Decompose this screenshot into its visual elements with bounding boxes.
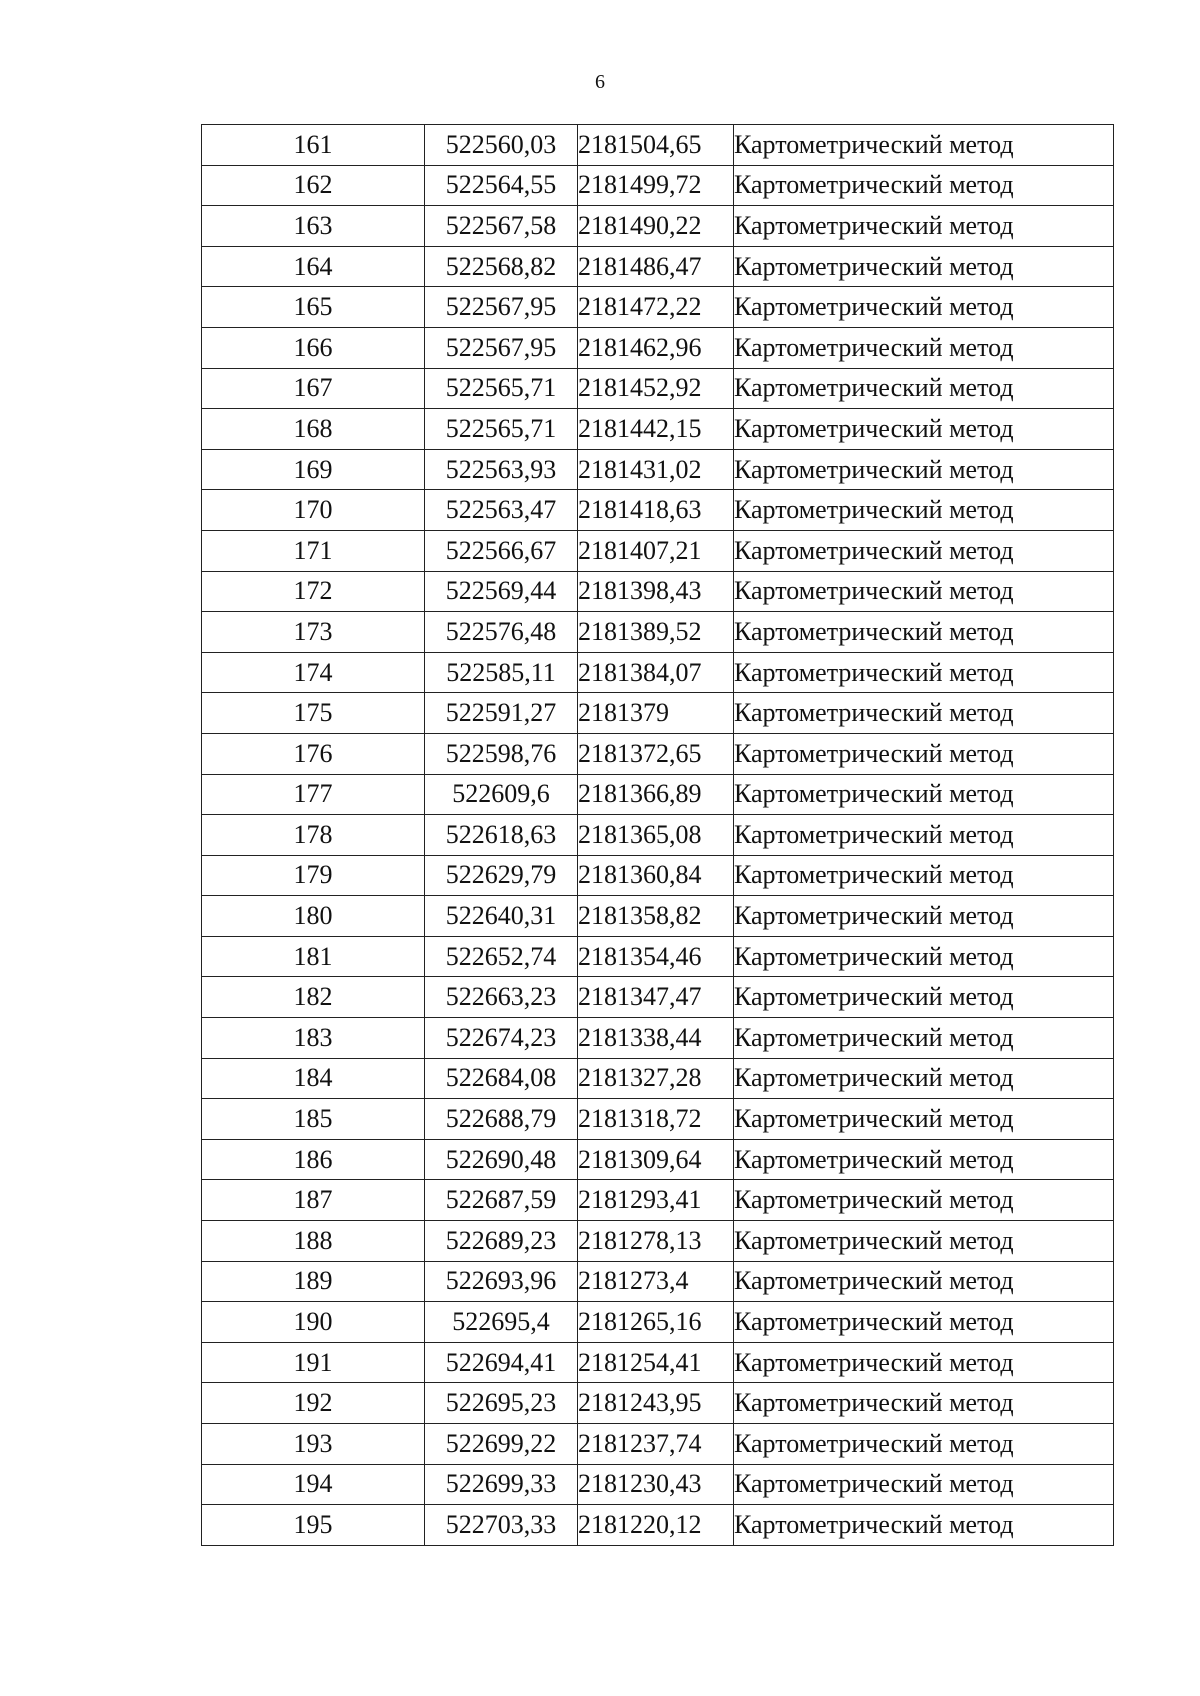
method-cell: Картометрический метод bbox=[734, 449, 1114, 490]
x-coordinate-cell: 522690,48 bbox=[425, 1139, 578, 1180]
method-cell: Картометрический метод bbox=[734, 612, 1114, 653]
point-number-cell: 178 bbox=[202, 815, 425, 856]
y-coordinate-cell: 2181293,41 bbox=[578, 1180, 734, 1221]
y-coordinate-cell: 2181442,15 bbox=[578, 409, 734, 450]
point-number-cell: 164 bbox=[202, 246, 425, 287]
y-coordinate-cell: 2181237,74 bbox=[578, 1424, 734, 1465]
method-cell: Картометрический метод bbox=[734, 1018, 1114, 1059]
y-coordinate-cell: 2181462,96 bbox=[578, 327, 734, 368]
table-row bbox=[202, 327, 1114, 368]
x-coordinate-cell: 522564,55 bbox=[425, 165, 578, 206]
y-coordinate-cell: 2181347,47 bbox=[578, 977, 734, 1018]
x-coordinate-cell: 522591,27 bbox=[425, 693, 578, 734]
method-cell: Картометрический метод bbox=[734, 1505, 1114, 1546]
y-coordinate-cell: 2181486,47 bbox=[578, 246, 734, 287]
y-coordinate-cell: 2181504,65 bbox=[578, 125, 734, 166]
table-row bbox=[202, 1099, 1114, 1140]
x-coordinate-cell: 522609,6 bbox=[425, 774, 578, 815]
table-row bbox=[202, 815, 1114, 856]
table-row bbox=[202, 1424, 1114, 1465]
method-cell: Картометрический метод bbox=[734, 1342, 1114, 1383]
method-cell: Картометрический метод bbox=[734, 1099, 1114, 1140]
y-coordinate-cell: 2181338,44 bbox=[578, 1018, 734, 1059]
point-number-cell: 169 bbox=[202, 449, 425, 490]
method-cell: Картометрический метод bbox=[734, 246, 1114, 287]
y-coordinate-cell: 2181354,46 bbox=[578, 936, 734, 977]
point-number-cell: 191 bbox=[202, 1342, 425, 1383]
table-row bbox=[202, 1018, 1114, 1059]
table-row bbox=[202, 246, 1114, 287]
table-row bbox=[202, 977, 1114, 1018]
table-row bbox=[202, 774, 1114, 815]
point-number-cell: 175 bbox=[202, 693, 425, 734]
table-row bbox=[202, 1302, 1114, 1343]
table-row bbox=[202, 1261, 1114, 1302]
coordinates-table bbox=[201, 124, 1114, 1546]
x-coordinate-cell: 522566,67 bbox=[425, 530, 578, 571]
x-coordinate-cell: 522695,4 bbox=[425, 1302, 578, 1343]
point-number-cell: 184 bbox=[202, 1058, 425, 1099]
y-coordinate-cell: 2181452,92 bbox=[578, 368, 734, 409]
point-number-cell: 165 bbox=[202, 287, 425, 328]
point-number-cell: 168 bbox=[202, 409, 425, 450]
method-cell: Картометрический метод bbox=[734, 1302, 1114, 1343]
method-cell: Картометрический метод bbox=[734, 733, 1114, 774]
point-number-cell: 177 bbox=[202, 774, 425, 815]
page-number: 6 bbox=[595, 71, 605, 93]
method-cell: Картометрический метод bbox=[734, 1139, 1114, 1180]
y-coordinate-cell: 2181243,95 bbox=[578, 1383, 734, 1424]
y-coordinate-cell: 2181418,63 bbox=[578, 490, 734, 531]
method-cell: Картометрический метод bbox=[734, 206, 1114, 247]
x-coordinate-cell: 522565,71 bbox=[425, 368, 578, 409]
point-number-cell: 176 bbox=[202, 733, 425, 774]
table-row bbox=[202, 1221, 1114, 1262]
table-row bbox=[202, 896, 1114, 937]
x-coordinate-cell: 522688,79 bbox=[425, 1099, 578, 1140]
x-coordinate-cell: 522567,95 bbox=[425, 327, 578, 368]
method-cell: Картометрический метод bbox=[734, 1058, 1114, 1099]
table-row bbox=[202, 206, 1114, 247]
y-coordinate-cell: 2181431,02 bbox=[578, 449, 734, 490]
table-row bbox=[202, 125, 1114, 166]
table-row bbox=[202, 1180, 1114, 1221]
x-coordinate-cell: 522585,11 bbox=[425, 652, 578, 693]
x-coordinate-cell: 522687,59 bbox=[425, 1180, 578, 1221]
y-coordinate-cell: 2181278,13 bbox=[578, 1221, 734, 1262]
x-coordinate-cell: 522563,47 bbox=[425, 490, 578, 531]
table-row bbox=[202, 490, 1114, 531]
point-number-cell: 180 bbox=[202, 896, 425, 937]
table-row bbox=[202, 1342, 1114, 1383]
point-number-cell: 194 bbox=[202, 1464, 425, 1505]
y-coordinate-cell: 2181360,84 bbox=[578, 855, 734, 896]
point-number-cell: 190 bbox=[202, 1302, 425, 1343]
y-coordinate-cell: 2181220,12 bbox=[578, 1505, 734, 1546]
point-number-cell: 163 bbox=[202, 206, 425, 247]
y-coordinate-cell: 2181254,41 bbox=[578, 1342, 734, 1383]
y-coordinate-cell: 2181499,72 bbox=[578, 165, 734, 206]
x-coordinate-cell: 522674,23 bbox=[425, 1018, 578, 1059]
table-row bbox=[202, 368, 1114, 409]
table-row bbox=[202, 1058, 1114, 1099]
point-number-cell: 172 bbox=[202, 571, 425, 612]
point-number-cell: 195 bbox=[202, 1505, 425, 1546]
y-coordinate-cell: 2181407,21 bbox=[578, 530, 734, 571]
y-coordinate-cell: 2181273,4 bbox=[578, 1261, 734, 1302]
y-coordinate-cell: 2181490,22 bbox=[578, 206, 734, 247]
method-cell: Картометрический метод bbox=[734, 652, 1114, 693]
y-coordinate-cell: 2181358,82 bbox=[578, 896, 734, 937]
table-row bbox=[202, 409, 1114, 450]
method-cell: Картометрический метод bbox=[734, 855, 1114, 896]
y-coordinate-cell: 2181265,16 bbox=[578, 1302, 734, 1343]
y-coordinate-cell: 2181384,07 bbox=[578, 652, 734, 693]
y-coordinate-cell: 2181472,22 bbox=[578, 287, 734, 328]
x-coordinate-cell: 522629,79 bbox=[425, 855, 578, 896]
method-cell: Картометрический метод bbox=[734, 1180, 1114, 1221]
x-coordinate-cell: 522565,71 bbox=[425, 409, 578, 450]
method-cell: Картометрический метод bbox=[734, 1383, 1114, 1424]
point-number-cell: 179 bbox=[202, 855, 425, 896]
x-coordinate-cell: 522563,93 bbox=[425, 449, 578, 490]
table-row bbox=[202, 165, 1114, 206]
point-number-cell: 193 bbox=[202, 1424, 425, 1465]
table-row bbox=[202, 855, 1114, 896]
x-coordinate-cell: 522576,48 bbox=[425, 612, 578, 653]
point-number-cell: 183 bbox=[202, 1018, 425, 1059]
x-coordinate-cell: 522567,58 bbox=[425, 206, 578, 247]
x-coordinate-cell: 522689,23 bbox=[425, 1221, 578, 1262]
x-coordinate-cell: 522652,74 bbox=[425, 936, 578, 977]
y-coordinate-cell: 2181318,72 bbox=[578, 1099, 734, 1140]
x-coordinate-cell: 522618,63 bbox=[425, 815, 578, 856]
x-coordinate-cell: 522699,33 bbox=[425, 1464, 578, 1505]
point-number-cell: 162 bbox=[202, 165, 425, 206]
y-coordinate-cell: 2181366,89 bbox=[578, 774, 734, 815]
table-row bbox=[202, 530, 1114, 571]
coordinates-table-body bbox=[202, 125, 1114, 1546]
table-row bbox=[202, 1464, 1114, 1505]
method-cell: Картометрический метод bbox=[734, 936, 1114, 977]
x-coordinate-cell: 522568,82 bbox=[425, 246, 578, 287]
point-number-cell: 167 bbox=[202, 368, 425, 409]
x-coordinate-cell: 522663,23 bbox=[425, 977, 578, 1018]
table-row bbox=[202, 612, 1114, 653]
table-row bbox=[202, 571, 1114, 612]
method-cell: Картометрический метод bbox=[734, 409, 1114, 450]
point-number-cell: 182 bbox=[202, 977, 425, 1018]
table-row bbox=[202, 1139, 1114, 1180]
y-coordinate-cell: 2181389,52 bbox=[578, 612, 734, 653]
method-cell: Картометрический метод bbox=[734, 896, 1114, 937]
x-coordinate-cell: 522569,44 bbox=[425, 571, 578, 612]
x-coordinate-cell: 522703,33 bbox=[425, 1505, 578, 1546]
point-number-cell: 161 bbox=[202, 125, 425, 166]
point-number-cell: 173 bbox=[202, 612, 425, 653]
x-coordinate-cell: 522699,22 bbox=[425, 1424, 578, 1465]
y-coordinate-cell: 2181230,43 bbox=[578, 1464, 734, 1505]
table-row bbox=[202, 287, 1114, 328]
method-cell: Картометрический метод bbox=[734, 774, 1114, 815]
point-number-cell: 170 bbox=[202, 490, 425, 531]
method-cell: Картометрический метод bbox=[734, 1221, 1114, 1262]
table-row bbox=[202, 449, 1114, 490]
y-coordinate-cell: 2181398,43 bbox=[578, 571, 734, 612]
x-coordinate-cell: 522695,23 bbox=[425, 1383, 578, 1424]
method-cell: Картометрический метод bbox=[734, 1464, 1114, 1505]
point-number-cell: 171 bbox=[202, 530, 425, 571]
method-cell: Картометрический метод bbox=[734, 165, 1114, 206]
method-cell: Картометрический метод bbox=[734, 125, 1114, 166]
x-coordinate-cell: 522567,95 bbox=[425, 287, 578, 328]
method-cell: Картометрический метод bbox=[734, 368, 1114, 409]
table-row bbox=[202, 652, 1114, 693]
method-cell: Картометрический метод bbox=[734, 571, 1114, 612]
table-row bbox=[202, 733, 1114, 774]
method-cell: Картометрический метод bbox=[734, 977, 1114, 1018]
y-coordinate-cell: 2181379 bbox=[578, 693, 734, 734]
method-cell: Картометрический метод bbox=[734, 287, 1114, 328]
point-number-cell: 166 bbox=[202, 327, 425, 368]
y-coordinate-cell: 2181309,64 bbox=[578, 1139, 734, 1180]
method-cell: Картометрический метод bbox=[734, 327, 1114, 368]
point-number-cell: 181 bbox=[202, 936, 425, 977]
method-cell: Картометрический метод bbox=[734, 530, 1114, 571]
x-coordinate-cell: 522640,31 bbox=[425, 896, 578, 937]
y-coordinate-cell: 2181365,08 bbox=[578, 815, 734, 856]
point-number-cell: 188 bbox=[202, 1221, 425, 1262]
method-cell: Картометрический метод bbox=[734, 693, 1114, 734]
x-coordinate-cell: 522684,08 bbox=[425, 1058, 578, 1099]
x-coordinate-cell: 522693,96 bbox=[425, 1261, 578, 1302]
method-cell: Картометрический метод bbox=[734, 1261, 1114, 1302]
table-row bbox=[202, 1505, 1114, 1546]
x-coordinate-cell: 522694,41 bbox=[425, 1342, 578, 1383]
point-number-cell: 189 bbox=[202, 1261, 425, 1302]
x-coordinate-cell: 522560,03 bbox=[425, 125, 578, 166]
table-row bbox=[202, 693, 1114, 734]
table-row bbox=[202, 936, 1114, 977]
method-cell: Картометрический метод bbox=[734, 815, 1114, 856]
point-number-cell: 192 bbox=[202, 1383, 425, 1424]
point-number-cell: 187 bbox=[202, 1180, 425, 1221]
y-coordinate-cell: 2181327,28 bbox=[578, 1058, 734, 1099]
method-cell: Картометрический метод bbox=[734, 490, 1114, 531]
x-coordinate-cell: 522598,76 bbox=[425, 733, 578, 774]
point-number-cell: 185 bbox=[202, 1099, 425, 1140]
point-number-cell: 186 bbox=[202, 1139, 425, 1180]
method-cell: Картометрический метод bbox=[734, 1424, 1114, 1465]
y-coordinate-cell: 2181372,65 bbox=[578, 733, 734, 774]
point-number-cell: 174 bbox=[202, 652, 425, 693]
table-row bbox=[202, 1383, 1114, 1424]
